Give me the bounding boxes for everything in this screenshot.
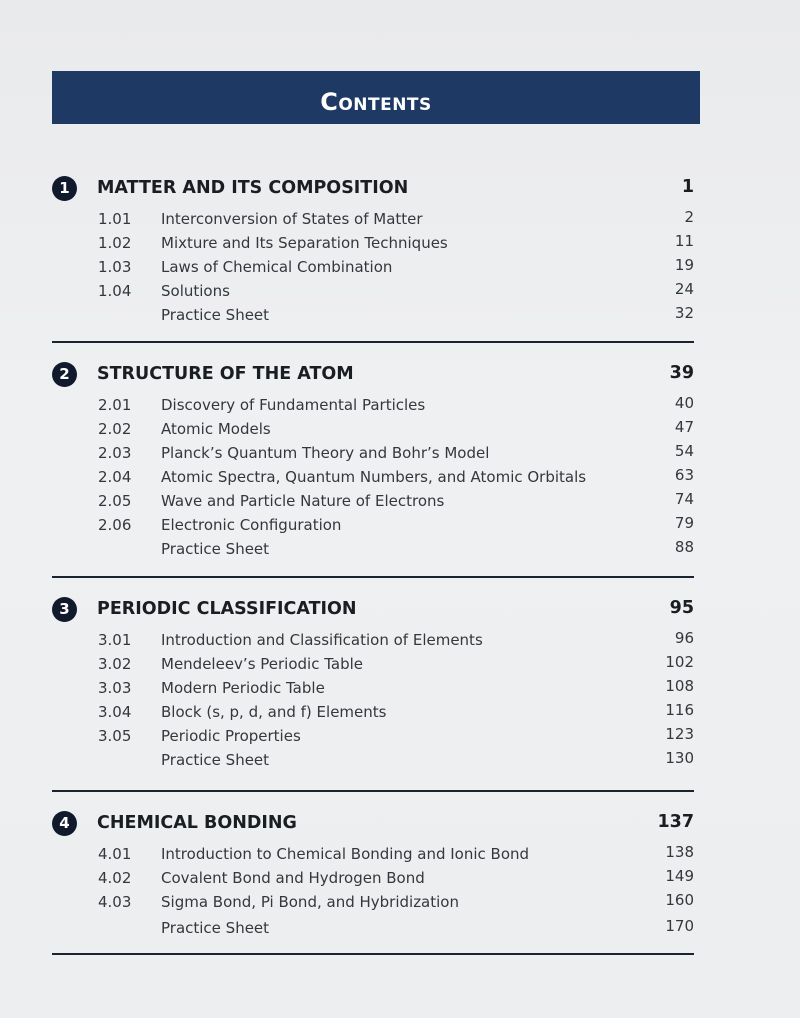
section-page: 108 (665, 677, 694, 695)
toc-entry-practice-sheet[interactable] (52, 916, 700, 940)
section-page: 116 (665, 701, 694, 719)
section-title: Planck’s Quantum Theory and Bohr’s Model (161, 444, 490, 462)
chapter-heading[interactable] (52, 175, 700, 207)
section-page: 40 (674, 394, 694, 412)
section-number: 2.03 (98, 444, 132, 462)
chapter-divider (52, 341, 694, 343)
chapter-page: 95 (669, 598, 694, 618)
section-page: 19 (674, 256, 694, 274)
toc-entry-practice-sheet[interactable] (52, 537, 700, 561)
toc-entry[interactable] (52, 279, 700, 303)
section-title: Discovery of Fundamental Particles (161, 396, 426, 414)
toc-entry[interactable] (52, 441, 700, 465)
section-page: 32 (674, 304, 694, 322)
contents-title-bar (52, 71, 700, 124)
section-title: Introduction and Classification of Elements (161, 631, 483, 649)
section-number: 2.01 (98, 396, 132, 414)
chapter-4 (52, 810, 700, 940)
toc-entry[interactable] (52, 465, 700, 489)
page-title: Contents (320, 87, 432, 116)
chapter-heading[interactable] (52, 596, 700, 628)
chapter-divider (52, 953, 694, 955)
section-title: Atomic Spectra, Quantum Numbers, and Atomic Orbitals (161, 468, 587, 486)
section-page: 11 (674, 232, 694, 250)
section-number: 4.03 (98, 893, 132, 911)
toc-entry[interactable] (52, 842, 700, 866)
section-title: Practice Sheet (161, 540, 270, 558)
section-page: 96 (674, 629, 694, 647)
section-number: 2.02 (98, 420, 132, 438)
section-page: 88 (674, 538, 694, 556)
chapter-number-badge: 1 (52, 176, 77, 201)
section-number: 3.01 (98, 631, 132, 649)
section-page: 170 (665, 917, 694, 935)
section-page: 2 (684, 208, 694, 226)
toc-entry[interactable] (52, 393, 700, 417)
toc-entry[interactable] (52, 231, 700, 255)
chapter-page: 137 (657, 812, 694, 832)
chapter-title: PERIODIC CLASSIFICATION (97, 599, 357, 619)
section-title: Atomic Models (161, 420, 271, 438)
section-page: 74 (674, 490, 694, 508)
chapter-number-badge: 2 (52, 362, 77, 387)
section-number: 3.03 (98, 679, 132, 697)
section-number: 1.02 (98, 234, 132, 252)
toc-entry[interactable] (52, 489, 700, 513)
section-title: Electronic Configuration (161, 516, 342, 534)
toc-entry-practice-sheet[interactable] (52, 748, 700, 772)
toc-entry[interactable] (52, 890, 700, 914)
section-title: Introduction to Chemical Bonding and Ionic Bond (161, 845, 530, 863)
section-title: Block (s, p, d, and f) Elements (161, 703, 387, 721)
section-title: Practice Sheet (161, 306, 270, 324)
chapter-title: STRUCTURE OF THE ATOM (97, 364, 354, 384)
chapter-divider (52, 790, 694, 792)
section-page: 63 (674, 466, 694, 484)
section-page: 130 (665, 749, 694, 767)
section-number: 4.01 (98, 845, 132, 863)
section-title: Periodic Properties (161, 727, 301, 745)
toc-entry-practice-sheet[interactable] (52, 303, 700, 327)
toc-entry[interactable] (52, 724, 700, 748)
section-number: 1.03 (98, 258, 132, 276)
chapter-heading[interactable] (52, 810, 700, 842)
toc-entry[interactable] (52, 700, 700, 724)
toc-entry[interactable] (52, 513, 700, 537)
chapter-title: CHEMICAL BONDING (97, 813, 297, 833)
section-number: 2.06 (98, 516, 132, 534)
toc-entry[interactable] (52, 417, 700, 441)
section-title: Practice Sheet (161, 751, 270, 769)
section-number: 1.01 (98, 210, 132, 228)
section-number: 2.04 (98, 468, 132, 486)
section-page: 149 (665, 867, 694, 885)
section-title: Interconversion of States of Matter (161, 210, 423, 228)
toc-entry[interactable] (52, 628, 700, 652)
toc-entry[interactable] (52, 255, 700, 279)
chapter-divider (52, 576, 694, 578)
chapter-number-badge: 4 (52, 811, 77, 836)
section-page: 54 (674, 442, 694, 460)
section-page: 123 (665, 725, 694, 743)
section-title: Sigma Bond, Pi Bond, and Hybridization (161, 893, 459, 911)
section-title: Laws of Chemical Combination (161, 258, 393, 276)
section-page: 138 (665, 843, 694, 861)
chapter-title: MATTER AND ITS COMPOSITION (97, 178, 409, 198)
toc-entry[interactable] (52, 652, 700, 676)
section-title: Mendeleev’s Periodic Table (161, 655, 364, 673)
chapter-number-badge: 3 (52, 597, 77, 622)
section-title: Mixture and Its Separation Techniques (161, 234, 448, 252)
section-title: Solutions (161, 282, 230, 300)
chapter-page: 1 (681, 177, 694, 197)
chapter-1 (52, 175, 700, 327)
section-number: 1.04 (98, 282, 132, 300)
chapter-page: 39 (669, 363, 694, 383)
section-page: 160 (665, 891, 694, 909)
section-title: Covalent Bond and Hydrogen Bond (161, 869, 425, 887)
section-page: 79 (674, 514, 694, 532)
toc-entry[interactable] (52, 676, 700, 700)
section-number: 3.04 (98, 703, 132, 721)
section-title: Modern Periodic Table (161, 679, 325, 697)
chapter-heading[interactable] (52, 361, 700, 393)
section-number: 3.02 (98, 655, 132, 673)
chapter-3 (52, 596, 700, 772)
section-title: Wave and Particle Nature of Electrons (161, 492, 445, 510)
section-page: 47 (674, 418, 694, 436)
section-number: 3.05 (98, 727, 132, 745)
toc-entry[interactable] (52, 207, 700, 231)
section-page: 102 (665, 653, 694, 671)
toc-entry[interactable] (52, 866, 700, 890)
section-number: 2.05 (98, 492, 132, 510)
chapter-2 (52, 361, 700, 561)
section-number: 4.02 (98, 869, 132, 887)
section-title: Practice Sheet (161, 919, 270, 937)
section-page: 24 (674, 280, 694, 298)
